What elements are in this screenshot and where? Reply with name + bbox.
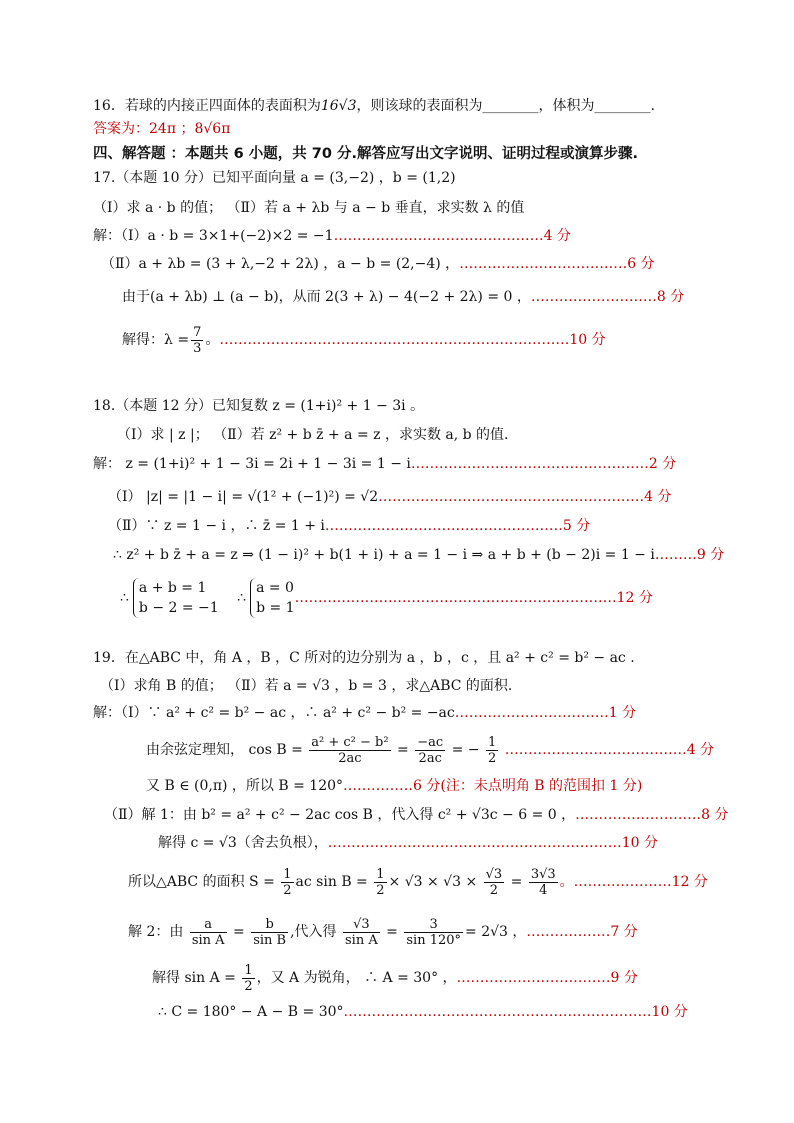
q18-step3: （Ⅱ）∵ z = 1 − i ，∴ z̄ = 1 + i……………………………………………5 分 (108, 518, 591, 534)
q18-step1: 解： z = (1+i)² + 1 − 3i = 2i + 1 − 3i = 1 − i……………………………………………2 分 (93, 456, 677, 472)
fraction: $\frac{7}{3}$ (193, 324, 202, 356)
q18-stem: 18.（本题 12 分）已知复数 z = (1+i)² + 1 − 3i 。 (93, 398, 425, 414)
equation-system: a + b = 1 b − 2 = −1 (133, 578, 219, 618)
equation-system: a = 0 b = 1 (250, 578, 295, 618)
q19-step8: 解得 sin A = $\frac{1}{2}$ ，又 A 为锐角， ∴ A = 30° ，……………………………9 分 (152, 962, 638, 994)
q19-stem: 19．在△ABC 中，角 A ，B ，C 所对的边分别为 a ，b ，c ，且 a² + c² = b² − ac . (93, 650, 635, 666)
q17-stem: 17.（本题 10 分）已知平面向量 a = (3,−2) ，b = (1,2) (93, 170, 456, 186)
q19-step4: （Ⅱ）解 1：由 b² = a² + c² − 2ac cos B ，代入得 c² + √3c − 6 = 0 ，………………………8 分 (104, 807, 729, 823)
q19-step5: 解得 c = √3（舍去负根），………………………………………………………10 分 (158, 835, 659, 851)
q18-parts: （Ⅰ）求 | z |； （Ⅱ）若 z² + b z̄ + a = z ，求实数 a, b 的值. (117, 427, 509, 443)
q17-step1: 解：（Ⅰ）a · b = 3×1+(−2)×2 = −1………………………………………4 分 (93, 228, 571, 244)
q19-step3: 又 B ∈ (0,π) ，所以 B = 120°……………6 分(注：未点明角 B 的范围扣 1 分) (146, 778, 643, 794)
q19-step9: ∴ C = 180° − A − B = 30°…………………………………………………………10 分 (158, 1004, 688, 1020)
q17-parts: （Ⅰ）求 a · b 的值； （Ⅱ）若 a + λb 与 a − b 垂直，求实数 λ 的值 (93, 200, 525, 216)
q19-step2: 由余弦定理知， cos B = $\frac{\text{a² + c² − b²}}{2ac}$ = $\frac{-ac}{2ac}$ = − $\frac{1}{2}$ …………………………………4 分 (146, 734, 715, 766)
q18-step5: ∴ a + b = 1 b − 2 = −1 ∴ a = 0 b = 1 ……………………………………………………………12 分 (120, 580, 653, 616)
q18-step4: ∴ z² + b z̄ + a = z ⇒ (1 − i)² + b(1 + i) + a = 1 − i ⇒ a + b + (b − 2)i = 1 − i………9 分 (113, 547, 725, 563)
q17-step2: （Ⅱ）a + λb = (3 + λ,−2 + 2λ) ，a − b = (2,−4) ，………………………………6 分 (101, 256, 655, 272)
q16-answer: 答案为：24π ；8√6π (93, 121, 231, 137)
section-heading: 四、解答题 ：本题共 6 小题，共 70 分.解答应写出文字说明、证明过程或演算步骤. (93, 146, 639, 162)
q19-step6: 所以△ABC 的面积 S = $\frac{1}{2}$ ac sin B = $\frac{1}{2}$ × √3 × √3 × $\frac{√3}{2}$ = $\frac{3√3}{4}$ 。…………………12 分 (128, 866, 708, 898)
q19-step7: 解 2：由 $\frac{a}{\text{sin A}}$ = $\frac{b}{\text{sin B}}$ ,代入得 $\frac{√3}{\text{sin A}}$ = $\frac{3}{\sin 120^\circ}$ = 2√3 ，………………7 分 (128, 916, 638, 948)
q18-step2: （Ⅰ） |z| = |1 − i| = √(1² + (−1)²) = √2…………………………………………………4 分 (108, 489, 672, 505)
q19-parts: （Ⅰ）求角 B 的值； （Ⅱ）若 a = √3 ，b = 3 ，求△ABC 的面积. (100, 678, 513, 694)
q16-line: 16．若球的内接正四面体的表面积为16√3，则该球的表面积为________，体积为________. (93, 98, 655, 114)
q17-step3: 由于(a + λb) ⊥ (a − b)，从而 2(3 + λ) − 4(−2 + 2λ) = 0 ，………………………8 分 (122, 289, 685, 305)
q17-step4: 解得：λ = $\frac{7}{3}$ 。…………………………………………………………………10 分 (122, 324, 606, 356)
q19-step1: 解：（Ⅰ）∵ a² + c² = b² − ac ，∴ a² + c² − b² = −ac……………………………1 分 (93, 705, 637, 721)
